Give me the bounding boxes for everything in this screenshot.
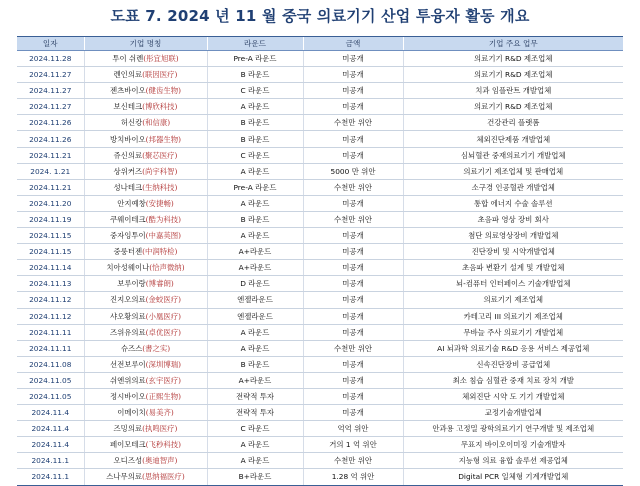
company-chinese-name: (深圳博瑞): [145, 359, 182, 369]
date-cell: 2024.11.1: [17, 469, 84, 485]
round-cell: 엔젤라운드: [207, 292, 303, 308]
business-cell: 치과 임플란트 개발업체: [403, 83, 623, 99]
round-cell: C 라운드: [207, 421, 303, 437]
company-chinese-name: (易美齐): [145, 408, 174, 418]
column-header-date: 일자: [17, 37, 84, 51]
amount-cell: 미공개: [303, 372, 403, 388]
amount-cell: 미공개: [303, 324, 403, 340]
business-cell: 뇌-컴퓨터 인터페이스 기술개발업체: [403, 276, 623, 292]
company-cell: [84, 372, 207, 388]
company-chinese-name: (博睿朗): [145, 279, 174, 289]
table-row: [17, 340, 623, 356]
date-cell: 2024.11.13: [17, 276, 84, 292]
date-cell: 2024.11.11: [17, 324, 84, 340]
company-chinese-name: (尚宇科智): [142, 166, 178, 176]
table-title: 도표 7. 2024 년 11 월 중국 의료기기 산업 투융자 활동 개요: [110, 7, 530, 25]
company-name: 샤오황의료: [109, 311, 146, 321]
column-header-company: 기업 명칭: [84, 37, 207, 51]
round-cell: Pre-A 라운드: [207, 51, 303, 67]
date-cell: 2024.11.19: [17, 211, 84, 227]
column-header-round: 라운드: [207, 37, 303, 51]
round-cell: A 라운드: [207, 453, 303, 469]
date-cell: 2024.11.15: [17, 228, 84, 244]
round-cell: Pre-A 라운드: [207, 179, 303, 195]
date-cell: 2024.11.28: [17, 51, 84, 67]
amount-cell: 수천만 위안: [303, 340, 403, 356]
amount-cell: 수천만 위안: [303, 453, 403, 469]
company-chinese-name: (卓优医疗): [145, 327, 182, 337]
company-name: 중자잉투이: [109, 231, 146, 241]
business-cell: 의료기기 R&D 제조업체: [403, 99, 623, 115]
round-cell: 전략적 투자: [207, 405, 303, 421]
company-name: 중룽터젠: [113, 247, 143, 257]
header-row: [17, 37, 623, 51]
company-cell: [84, 163, 207, 179]
table-row: [17, 147, 623, 163]
company-chinese-name: (玄宇医疗): [145, 375, 182, 385]
table-row: [17, 308, 623, 324]
company-cell: [84, 292, 207, 308]
table-row: [17, 228, 623, 244]
round-cell: B 라운드: [207, 131, 303, 147]
business-cell: 최소 침습 심혈관 중재 치료 장치 개발: [403, 372, 623, 388]
date-cell: 2024.11.21: [17, 179, 84, 195]
company-chinese-name: (邦器生物): [145, 134, 182, 144]
business-cell: 교정기술개발업체: [403, 405, 623, 421]
business-cell: 무표지 바이오이미징 기술개발자: [403, 437, 623, 453]
table-row: [17, 115, 623, 131]
company-name: 스나무의료: [106, 472, 142, 482]
company-cell: [84, 421, 207, 437]
company-name: 방치바이오: [109, 134, 146, 144]
business-cell: Digital PCR 일체형 기계개발업체: [403, 469, 623, 485]
company-cell: [84, 324, 207, 340]
date-cell: 2024. 1.21: [17, 163, 84, 179]
business-cell: 심뇌혈관 중재의료기기 개발업체: [403, 147, 623, 163]
company-cell: [84, 388, 207, 404]
company-chinese-name: (中嘉英图): [145, 231, 182, 241]
company-name: 즈밍의료: [113, 424, 143, 434]
amount-cell: 억억 위안: [303, 421, 403, 437]
round-cell: B 라운드: [207, 356, 303, 372]
company-cell: [84, 228, 207, 244]
business-cell: 초음파 영상 장비 회사: [403, 211, 623, 227]
company-cell: [84, 99, 207, 115]
company-cell: [84, 51, 207, 67]
company-cell: [84, 469, 207, 485]
investment-table: [17, 36, 623, 486]
company-name: 쿠웨이테크: [109, 214, 146, 224]
company-name: 안지예창: [117, 198, 146, 208]
company-name: 허신캉: [120, 118, 143, 128]
table-row: [17, 372, 623, 388]
company-cell: [84, 356, 207, 372]
company-chinese-name: (和信康): [142, 118, 171, 128]
company-name: 선전보루이: [109, 359, 146, 369]
business-cell: 의료기기 제조업체 및 판매업체: [403, 163, 623, 179]
company-cell: [84, 405, 207, 421]
table-row: [17, 163, 623, 179]
company-cell: [84, 131, 207, 147]
company-name: 쥬신의료: [113, 150, 143, 160]
company-chinese-name: (恰声微纳): [149, 263, 185, 273]
amount-cell: 미공개: [303, 131, 403, 147]
amount-cell: 미공개: [303, 292, 403, 308]
amount-cell: 수천만 위안: [303, 179, 403, 195]
round-cell: B+라운드: [207, 469, 303, 485]
amount-cell: 미공개: [303, 228, 403, 244]
company-cell: [84, 83, 207, 99]
date-cell: 2024.11.4: [17, 405, 84, 421]
company-cell: [84, 67, 207, 83]
amount-cell: 미공개: [303, 67, 403, 83]
column-header-amount: 금액: [303, 37, 403, 51]
table-row: [17, 421, 623, 437]
company-chinese-name: (安捷畅): [145, 198, 174, 208]
date-cell: 2024.11.05: [17, 388, 84, 404]
company-cell: [84, 115, 207, 131]
company-name: 상위커즈: [113, 166, 143, 176]
company-chinese-name: (奥迪智声): [142, 456, 178, 466]
table-row: [17, 83, 623, 99]
business-cell: 신속진단장비 공급업체: [403, 356, 623, 372]
company-chinese-name: (聚芯医疗): [142, 150, 178, 160]
table-row: [17, 388, 623, 404]
company-name: 이메이치: [117, 408, 146, 418]
date-cell: 2024.11.27: [17, 83, 84, 99]
company-name: 성나테크: [113, 182, 143, 192]
date-cell: 2024.11.08: [17, 356, 84, 372]
amount-cell: 1.28 억 위안: [303, 469, 403, 485]
company-chinese-name: (酷为科技): [145, 214, 182, 224]
amount-cell: 수천만 위안: [303, 211, 403, 227]
company-chinese-name: (联因医疗): [142, 70, 178, 80]
amount-cell: 미공개: [303, 99, 403, 115]
company-chinese-name: (正熙生物): [145, 392, 182, 402]
company-cell: [84, 179, 207, 195]
company-cell: [84, 437, 207, 453]
company-chinese-name: (中润特检): [142, 247, 178, 257]
round-cell: 전략적 투자: [207, 388, 303, 404]
round-cell: A 라운드: [207, 437, 303, 453]
table-row: [17, 51, 623, 67]
date-cell: 2024.11.05: [17, 372, 84, 388]
company-chinese-name: (博欣科技): [142, 102, 178, 112]
table-row: [17, 324, 623, 340]
round-cell: C 라운드: [207, 147, 303, 163]
table-row: [17, 211, 623, 227]
table-row: [17, 131, 623, 147]
amount-cell: 미공개: [303, 51, 403, 67]
amount-cell: 미공개: [303, 244, 403, 260]
table-row: [17, 67, 623, 83]
business-cell: 카테고리 III 의료기기 제조업체: [403, 308, 623, 324]
business-cell: 건강관리 플랫폼: [403, 115, 623, 131]
company-chinese-name: (小凰医疗): [145, 311, 182, 321]
business-cell: 소구경 인공혈관 개발업체: [403, 179, 623, 195]
company-name: 쉬엔위의료: [109, 375, 146, 385]
amount-cell: 미공개: [303, 195, 403, 211]
round-cell: A 라운드: [207, 228, 303, 244]
company-name: 진지오의료: [109, 295, 146, 305]
amount-cell: 거의 1 억 위안: [303, 437, 403, 453]
round-cell: A 라운드: [207, 340, 303, 356]
round-cell: B 라운드: [207, 115, 303, 131]
date-cell: 2024.11.4: [17, 437, 84, 453]
company-cell: [84, 211, 207, 227]
date-cell: 2024.11.27: [17, 67, 84, 83]
company-cell: [84, 340, 207, 356]
company-chinese-name: (書之实): [142, 343, 171, 353]
round-cell: D 라운드: [207, 276, 303, 292]
round-cell: A 라운드: [207, 99, 303, 115]
column-header-business: 기업 주요 업무: [403, 37, 623, 51]
amount-cell: 미공개: [303, 83, 403, 99]
date-cell: 2024.11.11: [17, 340, 84, 356]
round-cell: B 라운드: [207, 211, 303, 227]
company-name: 젠츠바이오: [109, 86, 146, 96]
date-cell: 2024.11.12: [17, 292, 84, 308]
business-cell: AI 뇌과학 의료기술 R&D 응용 서비스 제공업체: [403, 340, 623, 356]
company-name: 보신테크: [113, 102, 143, 112]
date-cell: 2024.11.21: [17, 147, 84, 163]
company-chinese-name: (思纳福医疗): [141, 472, 185, 482]
table-row: [17, 437, 623, 453]
amount-cell: 미공개: [303, 147, 403, 163]
company-chinese-name: (生纳科技): [142, 182, 178, 192]
round-cell: B 라운드: [207, 67, 303, 83]
business-cell: 지능형 의료 융합 솔루션 제공업체: [403, 453, 623, 469]
company-name: 슈즈스: [120, 343, 143, 353]
company-name: 즈위유의료: [109, 327, 146, 337]
date-cell: 2024.11.26: [17, 115, 84, 131]
date-cell: 2024.11.20: [17, 195, 84, 211]
date-cell: 2024.11.26: [17, 131, 84, 147]
business-cell: 의료기기 R&D 제조업체: [403, 51, 623, 67]
business-cell: 안과용 고정밀 광학의료기기 연구개발 및 제조업체: [403, 421, 623, 437]
date-cell: 2024.11.15: [17, 244, 84, 260]
table-row: [17, 405, 623, 421]
round-cell: A+라운드: [207, 372, 303, 388]
amount-cell: 5000 만 위안: [303, 163, 403, 179]
table-row: [17, 356, 623, 372]
round-cell: A+라운드: [207, 244, 303, 260]
table-row: [17, 453, 623, 469]
table-row: [17, 244, 623, 260]
amount-cell: 미공개: [303, 405, 403, 421]
company-name: 투이 쉬롄: [112, 54, 144, 64]
business-cell: 체외진단 시약 도 기기 개발업체: [403, 388, 623, 404]
company-chinese-name: (彤宜旭联): [143, 54, 179, 64]
business-cell: 의료기기 R&D 제조업체: [403, 67, 623, 83]
business-cell: 통합 에너지 수술 솔루션: [403, 195, 623, 211]
table-body: [17, 51, 623, 486]
date-cell: 2024.11.12: [17, 308, 84, 324]
company-cell: [84, 147, 207, 163]
amount-cell: 수천만 위안: [303, 115, 403, 131]
business-cell: 초음파 변환기 설계 및 개발업체: [403, 260, 623, 276]
table-row: [17, 179, 623, 195]
round-cell: A 라운드: [207, 324, 303, 340]
round-cell: C 라운드: [207, 83, 303, 99]
business-cell: 체외진단제품 개발업체: [403, 131, 623, 147]
company-name: 롄인의료: [113, 70, 143, 80]
amount-cell: 미공개: [303, 388, 403, 404]
round-cell: A+라운드: [207, 260, 303, 276]
amount-cell: 미공개: [303, 308, 403, 324]
company-name: 페이모테크: [109, 440, 146, 450]
company-chinese-name: (健齿生物): [145, 86, 182, 96]
table-row: [17, 276, 623, 292]
company-chinese-name: (金蛟医疗): [145, 295, 182, 305]
table-row: [17, 469, 623, 485]
table-row: [17, 292, 623, 308]
date-cell: 2024.11.4: [17, 421, 84, 437]
amount-cell: 미공개: [303, 276, 403, 292]
round-cell: A 라운드: [207, 195, 303, 211]
company-name: 치아성웨이나: [106, 263, 150, 273]
date-cell: 2024.11.27: [17, 99, 84, 115]
table-row: [17, 260, 623, 276]
company-cell: [84, 260, 207, 276]
company-cell: [84, 244, 207, 260]
company-chinese-name: (执鸣医疗): [142, 424, 178, 434]
table-row: [17, 99, 623, 115]
company-cell: [84, 453, 207, 469]
business-cell: 무바늘 주사 의료기기 개발업체: [403, 324, 623, 340]
amount-cell: 미공개: [303, 356, 403, 372]
company-cell: [84, 195, 207, 211]
company-cell: [84, 308, 207, 324]
business-cell: 첨단 의료영상장비 개발업체: [403, 228, 623, 244]
business-cell: 의료기기 제조업체: [403, 292, 623, 308]
company-name: 보루이랑: [117, 279, 146, 289]
business-cell: 진단장비 및 시약개발업체: [403, 244, 623, 260]
date-cell: 2024.11.1: [17, 453, 84, 469]
company-chinese-name: (飞秒科技): [145, 440, 182, 450]
amount-cell: 미공개: [303, 260, 403, 276]
company-name: 정시바이오: [109, 392, 146, 402]
date-cell: 2024.11.14: [17, 260, 84, 276]
table-row: [17, 195, 623, 211]
round-cell: A 라운드: [207, 163, 303, 179]
company-cell: [84, 276, 207, 292]
company-name: 오디즈성: [113, 456, 143, 466]
round-cell: 엔젤라운드: [207, 308, 303, 324]
